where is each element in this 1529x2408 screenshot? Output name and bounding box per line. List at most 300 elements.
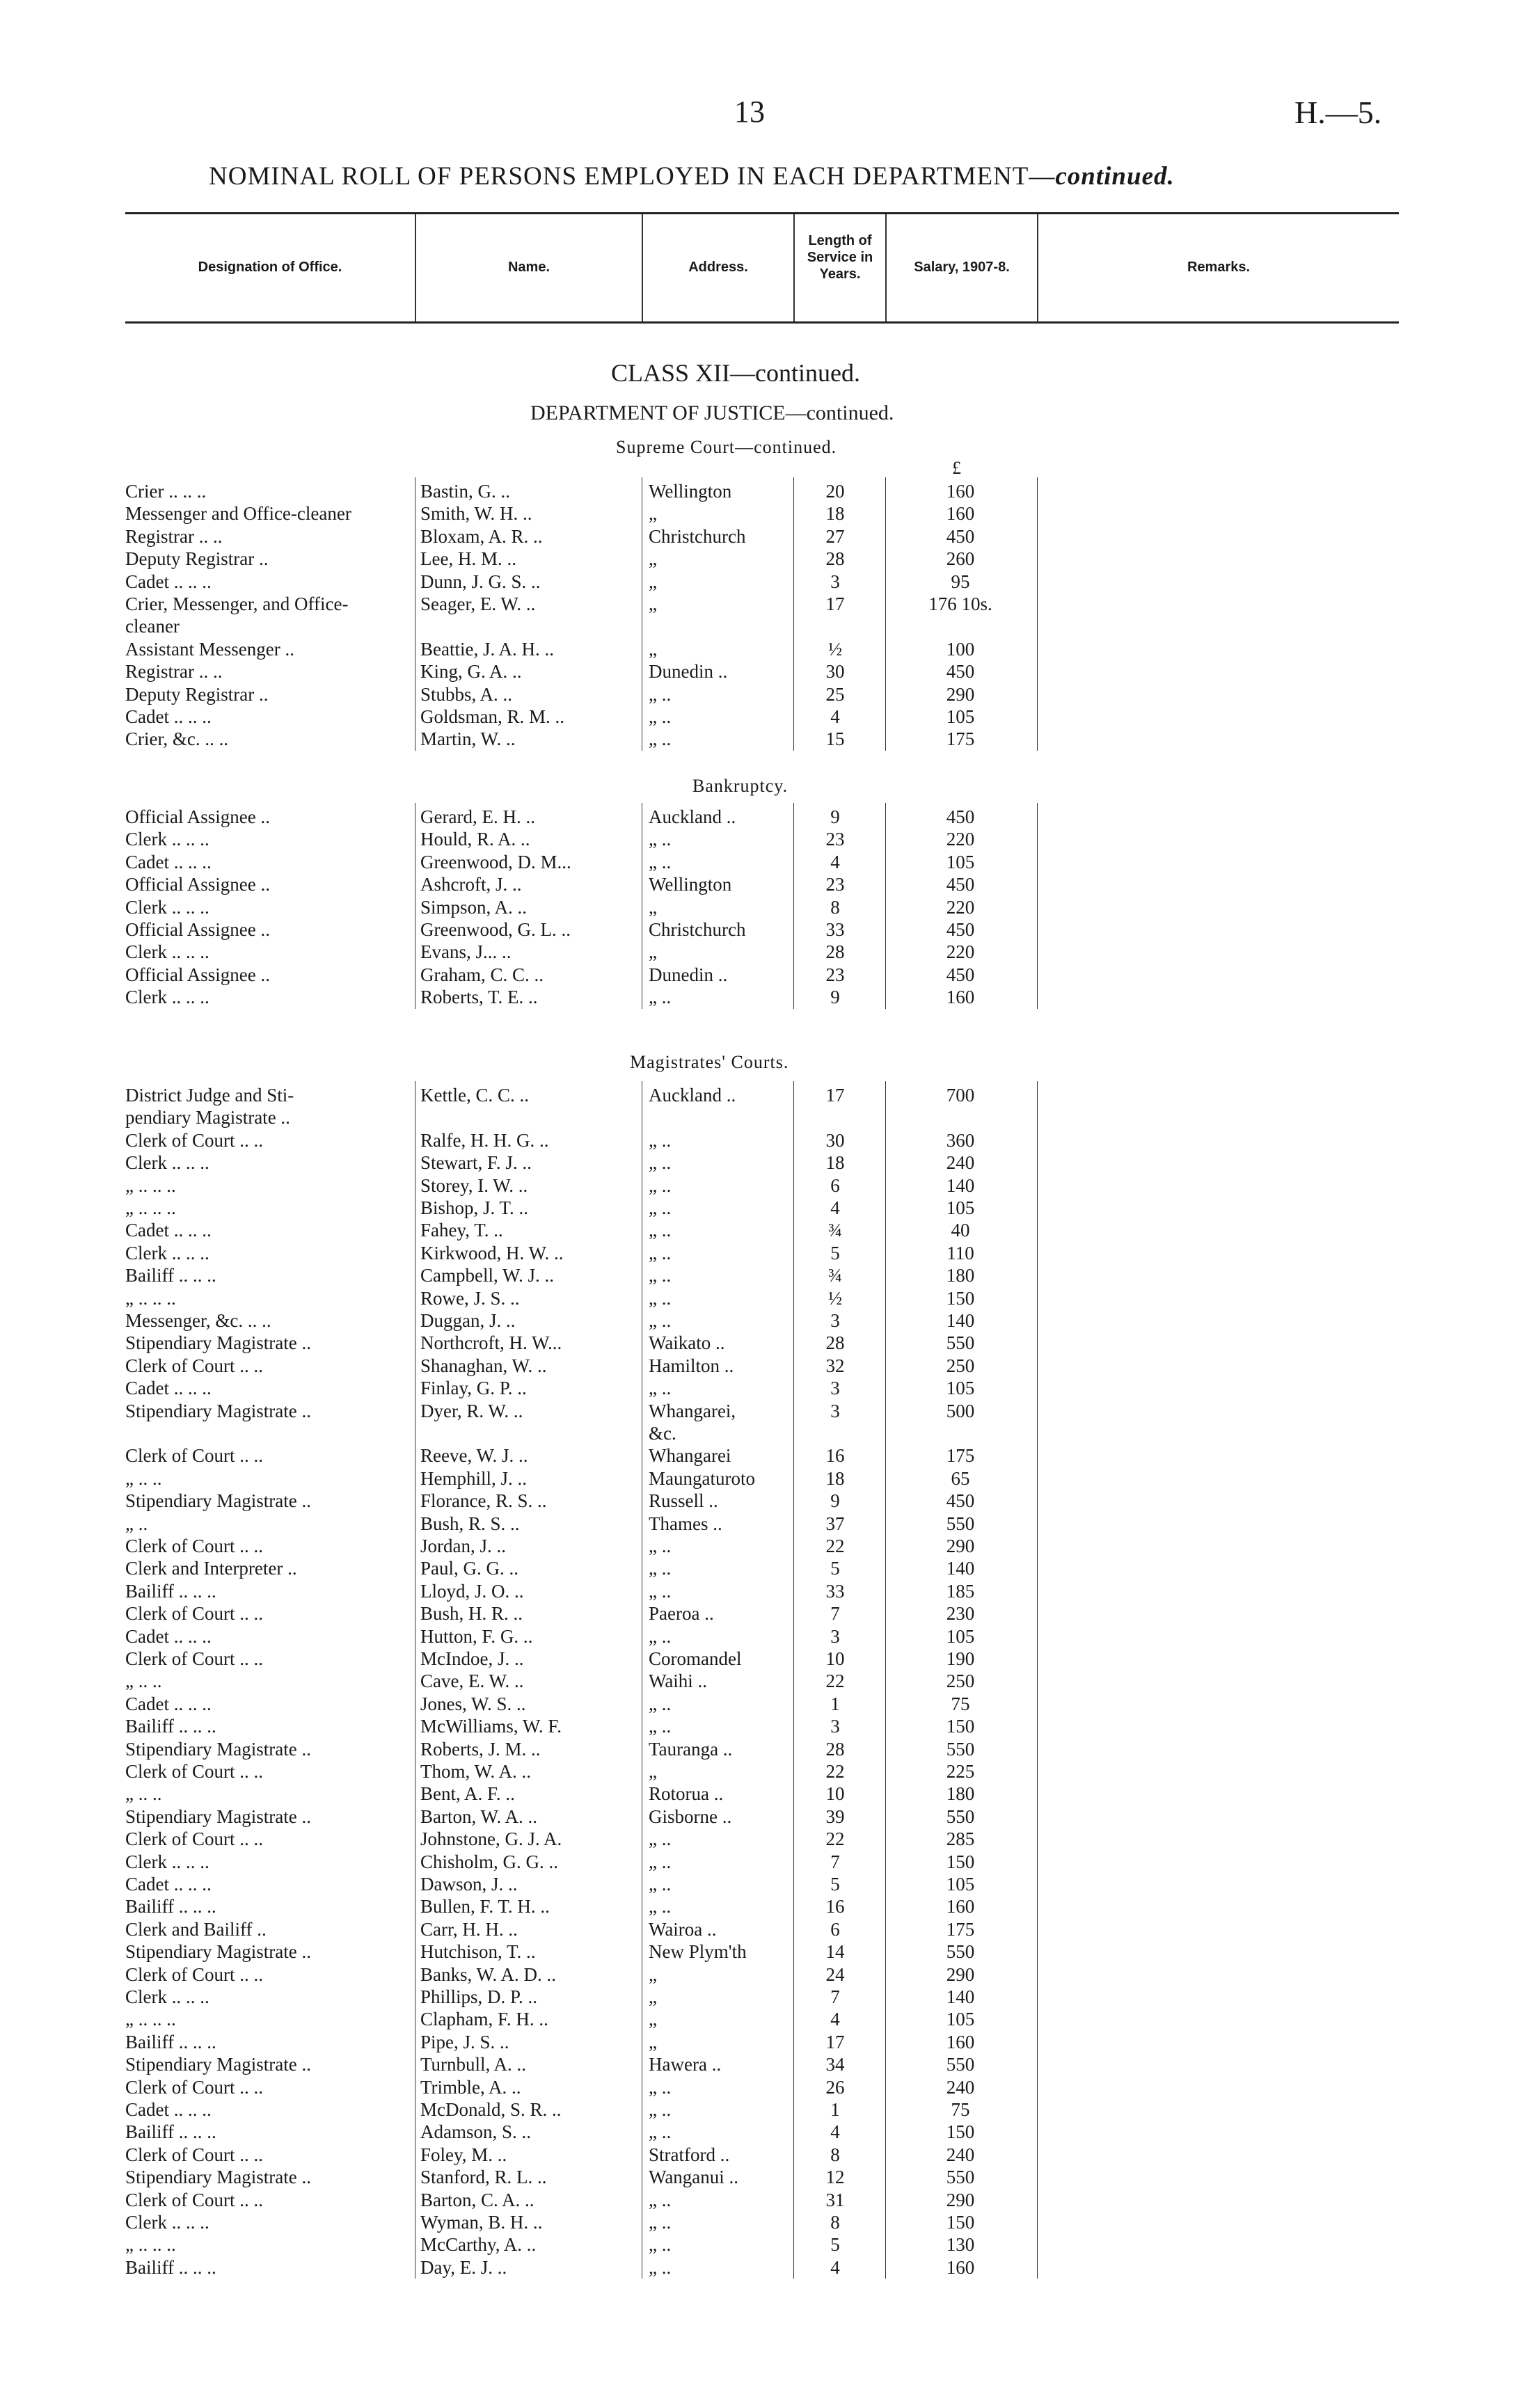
address-cell: Christchurch xyxy=(649,919,746,940)
address-cell: „ .. xyxy=(649,1874,672,1895)
name-cell: Stanford, R. L. .. xyxy=(420,2167,547,2188)
salary-cell: 220 xyxy=(946,829,975,850)
length-cell: 4 xyxy=(830,2121,840,2143)
address-cell: Wellington xyxy=(649,481,732,502)
name-cell: Dyer, R. W. .. xyxy=(420,1400,523,1421)
address-cell: „ .. xyxy=(649,1197,672,1218)
salary-cell: 105 xyxy=(946,1625,975,1647)
salary-cell: 500 xyxy=(946,1400,975,1421)
salary-cell: 160 xyxy=(946,2256,975,2278)
address-cell: „ xyxy=(649,896,657,918)
designation-cell: Registrar .. .. xyxy=(125,661,223,683)
header-length: Length of Service in Years. xyxy=(807,233,873,282)
table-row xyxy=(0,1557,1529,1579)
designation-cell: Clerk and Interpreter .. xyxy=(125,1558,297,1579)
name-cell: Bullen, F. T. H. .. xyxy=(420,1896,550,1917)
salary-cell: 250 xyxy=(946,1355,975,1376)
address-cell: Wellington xyxy=(649,874,732,895)
length-cell: 30 xyxy=(825,1129,845,1151)
designation-cell: Cadet .. .. .. xyxy=(125,1220,212,1241)
name-cell: Kettle, C. C. .. xyxy=(420,1085,529,1106)
salary-cell: 75 xyxy=(951,2099,970,2120)
address-cell: „ .. xyxy=(649,1310,672,1331)
department-heading: DEPARTMENT OF JUSTICE—continued. xyxy=(530,401,894,424)
salary-cell: 240 xyxy=(946,1152,975,1174)
designation-cell: Stipendiary Magistrate .. xyxy=(125,1490,311,1512)
designation-cell: Clerk of Court .. .. xyxy=(125,1648,263,1669)
address-cell: „ .. xyxy=(649,728,672,750)
header-salary: Salary, 1907-8. xyxy=(914,260,1010,275)
designation-cell: Assistant Messenger .. xyxy=(125,638,294,660)
address-cell: Dunedin .. xyxy=(649,964,728,985)
table-row xyxy=(0,571,1529,593)
table-row xyxy=(0,1287,1529,1309)
designation-cell: Bailiff .. .. .. xyxy=(125,2031,216,2052)
designation-cell: Crier .. .. .. xyxy=(125,481,207,502)
designation-cell: Cadet .. .. .. xyxy=(125,706,212,727)
address-cell: „ .. xyxy=(649,1580,672,1602)
table-row xyxy=(0,660,1529,683)
address-cell: „ xyxy=(649,503,657,525)
designation-cell: Clerk .. .. .. xyxy=(125,1242,209,1263)
salary-cell: 180 xyxy=(946,1265,975,1286)
length-cell: 34 xyxy=(825,2054,845,2075)
length-cell: 18 xyxy=(825,1467,845,1489)
designation-cell: Official Assignee .. xyxy=(125,919,270,940)
designation-cell: Crier, &c. .. .. xyxy=(125,728,229,750)
salary-cell: 700 xyxy=(946,1085,975,1106)
address-cell: Maungaturoto xyxy=(649,1467,755,1489)
salary-cell: 185 xyxy=(946,1580,975,1602)
name-cell: Florance, R. S. .. xyxy=(420,1490,547,1512)
designation-cell: „ .. .. xyxy=(125,1467,162,1489)
salary-cell: 105 xyxy=(946,1874,975,1895)
name-cell: Carr, H. H. .. xyxy=(420,1918,518,1940)
salary-cell: 150 xyxy=(946,1287,975,1309)
salary-cell: 160 xyxy=(946,2031,975,2052)
length-cell: 9 xyxy=(830,1490,840,1512)
designation-cell: Clerk of Court .. .. xyxy=(125,1963,263,1985)
table-row xyxy=(0,525,1529,548)
name-cell: Gerard, E. H. .. xyxy=(420,806,535,827)
length-cell: ½ xyxy=(827,638,843,660)
name-cell: Wyman, B. H. .. xyxy=(420,2212,543,2233)
name-cell: Greenwood, D. M... xyxy=(420,851,571,872)
address-cell: Gisborne .. xyxy=(649,1805,732,1827)
document-reference: H.—5. xyxy=(1294,95,1382,130)
table-row xyxy=(0,1963,1529,1986)
salary-cell: 550 xyxy=(946,2054,975,2075)
name-cell: Reeve, W. J. .. xyxy=(420,1445,528,1467)
table-row xyxy=(0,1422,1529,1444)
designation-cell: Cadet .. .. .. xyxy=(125,2099,212,2120)
designation-cell: Registrar .. .. xyxy=(125,525,223,547)
address-cell: „ .. xyxy=(649,1896,672,1917)
designation-cell: Cadet .. .. .. xyxy=(125,1625,212,1647)
table-row xyxy=(0,1738,1529,1760)
salary-cell: 175 xyxy=(946,1445,975,1467)
table-row xyxy=(0,1084,1529,1106)
length-cell: 16 xyxy=(825,1896,845,1917)
table-row xyxy=(0,1918,1529,1940)
address-cell: Whangarei, xyxy=(649,1400,736,1421)
table-row xyxy=(0,2076,1529,2098)
table-row xyxy=(0,548,1529,570)
length-cell: 7 xyxy=(830,1851,840,1872)
name-cell: Jones, W. S. .. xyxy=(420,1693,526,1714)
address-cell: „ xyxy=(649,1963,657,1985)
salary-cell: 260 xyxy=(946,548,975,570)
table-row xyxy=(0,1625,1529,1648)
salary-cell: 150 xyxy=(946,1851,975,1872)
designation-cell: Cadet .. .. .. xyxy=(125,1874,212,1895)
length-cell: 22 xyxy=(825,1828,845,1850)
name-cell: Day, E. J. .. xyxy=(420,2256,507,2278)
table-row xyxy=(0,1219,1529,1241)
designation-cell: Stipendiary Magistrate .. xyxy=(125,1805,311,1827)
table-row xyxy=(0,1197,1529,1219)
table-row xyxy=(0,851,1529,873)
length-cell: 17 xyxy=(825,2031,845,2052)
address-cell: „ .. xyxy=(649,2189,672,2210)
address-cell: „ .. xyxy=(649,829,672,850)
designation-cell: Clerk of Court .. .. xyxy=(125,1445,263,1467)
length-cell: 39 xyxy=(825,1805,845,1827)
length-cell: 5 xyxy=(830,1558,840,1579)
name-cell: Hemphill, J. .. xyxy=(420,1467,527,1489)
table-row xyxy=(0,1602,1529,1625)
length-cell: 28 xyxy=(825,1738,845,1760)
salary-cell: 450 xyxy=(946,806,975,827)
name-cell: Campbell, W. J. .. xyxy=(420,1265,555,1286)
address-cell: „ xyxy=(649,2009,657,2030)
table-row xyxy=(0,2098,1529,2121)
length-cell: 5 xyxy=(830,1874,840,1895)
length-cell: 4 xyxy=(830,2256,840,2278)
designation-cell: Cadet .. .. .. xyxy=(125,1378,212,1399)
designation-cell: Stipendiary Magistrate .. xyxy=(125,1332,311,1354)
section-heading: Supreme Court—continued. xyxy=(616,437,837,457)
length-cell: 10 xyxy=(825,1783,845,1805)
name-cell: Smith, W. H. .. xyxy=(420,503,532,525)
table-row xyxy=(0,2053,1529,2075)
designation-cell: Clerk of Court .. .. xyxy=(125,1355,263,1376)
name-cell: Rowe, J. S. .. xyxy=(420,1287,520,1309)
designation-cell: Deputy Registrar .. xyxy=(125,548,269,570)
designation-cell: Clerk .. .. .. xyxy=(125,1851,209,1872)
header-divider xyxy=(793,214,795,321)
length-cell: 24 xyxy=(825,1963,845,1985)
length-cell: 4 xyxy=(830,706,840,727)
name-cell: McDonald, S. R. .. xyxy=(420,2099,562,2120)
designation-cell: Bailiff .. .. .. xyxy=(125,2256,216,2278)
table-row xyxy=(0,1151,1529,1174)
address-cell: „ xyxy=(649,571,657,592)
address-cell: Christchurch xyxy=(649,525,746,547)
salary-cell: 105 xyxy=(946,851,975,872)
class-heading: CLASS XII—continued. xyxy=(611,359,860,387)
table-row xyxy=(0,941,1529,963)
table-row xyxy=(0,918,1529,941)
salary-cell: 140 xyxy=(946,1986,975,2007)
table-row xyxy=(0,1851,1529,1873)
designation-cell: „ .. .. xyxy=(125,1671,162,1692)
table-row xyxy=(0,615,1529,637)
designation-cell: Official Assignee .. xyxy=(125,874,270,895)
name-cell: Evans, J... .. xyxy=(420,941,512,963)
salary-cell: 160 xyxy=(946,503,975,525)
length-cell: 7 xyxy=(830,1986,840,2007)
salary-cell: 176 10s. xyxy=(928,593,992,614)
address-cell: Dunedin .. xyxy=(649,661,728,683)
name-cell: Lee, H. M. .. xyxy=(420,548,516,570)
length-cell: 27 xyxy=(825,525,845,547)
address-cell: „ .. xyxy=(649,1129,672,1151)
name-cell: Finlay, G. P. .. xyxy=(420,1378,527,1399)
section-heading: Bankruptcy. xyxy=(692,776,789,796)
length-cell: 32 xyxy=(825,1355,845,1376)
table-row xyxy=(0,1895,1529,1917)
designation-cell: Clerk of Court .. .. xyxy=(125,2076,263,2098)
length-cell: 3 xyxy=(830,1716,840,1737)
address-cell: „ .. xyxy=(649,1716,672,1737)
salary-cell: 225 xyxy=(946,1761,975,1782)
address-cell: „ .. xyxy=(649,1220,672,1241)
table-row xyxy=(0,1467,1529,1490)
length-cell: 28 xyxy=(825,941,845,963)
length-cell: 8 xyxy=(830,2212,840,2233)
salary-cell: 110 xyxy=(946,1242,974,1263)
name-cell: Stewart, F. J. .. xyxy=(420,1152,532,1174)
table-row xyxy=(0,1940,1529,1963)
name-cell: Barton, W. A. .. xyxy=(420,1805,538,1827)
salary-cell: 105 xyxy=(946,2009,975,2030)
address-cell: „ .. xyxy=(649,1828,672,1850)
address-cell: &c. xyxy=(649,1423,676,1444)
name-cell: Northcroft, H. W... xyxy=(420,1332,562,1354)
address-cell: „ .. xyxy=(649,1558,672,1579)
salary-cell: 450 xyxy=(946,525,975,547)
salary-cell: 140 xyxy=(946,1310,975,1331)
table-row xyxy=(0,2031,1529,2053)
salary-cell: 220 xyxy=(946,896,975,918)
name-cell: Bush, R. S. .. xyxy=(420,1513,520,1534)
salary-cell: 550 xyxy=(946,2167,975,2188)
salary-cell: 240 xyxy=(946,2076,975,2098)
salary-cell: 75 xyxy=(951,1693,970,1714)
table-row xyxy=(0,1648,1529,1670)
designation-cell: Stipendiary Magistrate .. xyxy=(125,1400,311,1421)
designation-cell: Clerk .. .. .. xyxy=(125,896,209,918)
address-cell: „ .. xyxy=(649,1693,672,1714)
salary-cell: 290 xyxy=(946,1536,975,1556)
salary-cell: 285 xyxy=(946,1828,975,1850)
name-cell: McWilliams, W. F. xyxy=(420,1716,562,1737)
name-cell: Graham, C. C. .. xyxy=(420,964,544,985)
salary-cell: 105 xyxy=(946,1197,975,1218)
designation-cell: Stipendiary Magistrate .. xyxy=(125,1738,311,1760)
salary-cell: 160 xyxy=(946,1896,975,1917)
address-cell: Auckland .. xyxy=(649,1085,736,1106)
designation-cell: Bailiff .. .. .. xyxy=(125,1896,216,1917)
address-cell: Waihi .. xyxy=(649,1671,708,1692)
name-cell: Stubbs, A. .. xyxy=(420,683,513,705)
salary-cell: 190 xyxy=(946,1648,975,1669)
title-continued: continued. xyxy=(1055,162,1175,191)
address-cell: „ .. xyxy=(649,683,672,705)
salary-cell: 250 xyxy=(946,1671,975,1692)
table-row xyxy=(0,480,1529,502)
length-cell: 5 xyxy=(830,1242,840,1263)
table-row xyxy=(0,1129,1529,1151)
table-row xyxy=(0,728,1529,750)
address-cell: „ .. xyxy=(649,1851,672,1872)
designation-cell: Official Assignee .. xyxy=(125,806,270,827)
salary-cell: 290 xyxy=(946,2189,975,2210)
length-cell: 3 xyxy=(830,1310,840,1331)
salary-cell: 450 xyxy=(946,1490,975,1512)
table-row xyxy=(0,1513,1529,1535)
table-row xyxy=(0,502,1529,525)
salary-cell: 175 xyxy=(946,728,975,750)
length-cell: ½ xyxy=(827,1287,843,1309)
length-cell: 9 xyxy=(830,806,840,827)
address-cell: Paeroa .. xyxy=(649,1603,714,1625)
salary-cell: 290 xyxy=(946,683,975,705)
header-top-rule xyxy=(125,212,1399,214)
salary-cell: 230 xyxy=(946,1603,975,1625)
table-row xyxy=(0,705,1529,728)
salary-cell: 450 xyxy=(946,964,975,985)
address-cell: „ .. xyxy=(649,851,672,872)
address-cell: „ .. xyxy=(649,2121,672,2143)
address-cell: Wairoa .. xyxy=(649,1918,717,1940)
section-heading: Magistrates' Courts. xyxy=(630,1052,789,1072)
address-cell: „ .. xyxy=(649,987,672,1008)
name-cell: Hould, R. A. .. xyxy=(420,829,530,850)
address-cell: „ .. xyxy=(649,706,672,727)
table-row xyxy=(0,1106,1529,1129)
name-cell: Storey, I. W. .. xyxy=(420,1174,528,1196)
length-cell: 18 xyxy=(825,503,845,525)
address-cell: Russell .. xyxy=(649,1490,718,1512)
table-row xyxy=(0,1670,1529,1692)
designation-cell: Bailiff .. .. .. xyxy=(125,2121,216,2143)
salary-cell: 40 xyxy=(951,1220,970,1241)
name-cell: Shanaghan, W. .. xyxy=(420,1355,547,1376)
name-cell: Cave, E. W. .. xyxy=(420,1671,524,1692)
address-cell: „ .. xyxy=(649,2099,672,2120)
table-row xyxy=(0,1444,1529,1467)
length-cell: 3 xyxy=(830,1378,840,1399)
address-cell: „ .. xyxy=(649,1287,672,1309)
table-row xyxy=(0,2121,1529,2143)
table-row xyxy=(0,1760,1529,1783)
address-cell: „ xyxy=(649,1986,657,2007)
length-cell: 3 xyxy=(830,1625,840,1647)
designation-cell: „ .. xyxy=(125,1513,148,1534)
address-cell: Whangarei xyxy=(649,1445,731,1467)
table-row xyxy=(0,964,1529,986)
length-cell: 8 xyxy=(830,2144,840,2165)
address-cell: „ xyxy=(649,1761,657,1782)
address-cell: Rotorua .. xyxy=(649,1783,724,1805)
table-row xyxy=(0,896,1529,918)
name-cell: Banks, W. A. D. .. xyxy=(420,1963,557,1985)
name-cell: Goldsman, R. M. .. xyxy=(420,706,565,727)
salary-cell: 100 xyxy=(946,638,975,660)
length-cell: ¾ xyxy=(827,1220,843,1241)
length-cell: 3 xyxy=(830,571,840,592)
address-cell: „ .. xyxy=(649,1152,672,1174)
name-cell: Barton, C. A. .. xyxy=(420,2189,534,2210)
name-cell: Adamson, S. .. xyxy=(420,2121,532,2143)
table-row xyxy=(0,1828,1529,1850)
designation-cell: Bailiff .. .. .. xyxy=(125,1580,216,1602)
table-row xyxy=(0,1309,1529,1332)
name-cell: Ralfe, H. H. G. .. xyxy=(420,1129,549,1151)
length-cell: 25 xyxy=(825,683,845,705)
table-row xyxy=(0,1490,1529,1512)
address-cell: Hamilton .. xyxy=(649,1355,734,1376)
salary-cell: 160 xyxy=(946,481,975,502)
address-cell: „ .. xyxy=(649,2234,672,2256)
salary-cell: 65 xyxy=(951,1467,970,1489)
designation-cell: Clerk of Court .. .. xyxy=(125,1761,263,1782)
table-row xyxy=(0,1242,1529,1264)
designation-cell: Clerk .. .. .. xyxy=(125,1986,209,2007)
length-cell: 31 xyxy=(825,2189,845,2210)
length-cell: 33 xyxy=(825,1580,845,1602)
salary-cell: 450 xyxy=(946,919,975,940)
name-cell: Chisholm, G. G. .. xyxy=(420,1851,559,1872)
salary-cell: 150 xyxy=(946,2121,975,2143)
length-cell: 22 xyxy=(825,1671,845,1692)
length-cell: 23 xyxy=(825,964,845,985)
table-row xyxy=(0,2144,1529,2166)
salary-cell: 240 xyxy=(946,2144,975,2165)
table-row xyxy=(0,1986,1529,2008)
length-cell: 6 xyxy=(830,1918,840,1940)
designation-cell: Clerk .. .. .. xyxy=(125,2212,209,2233)
length-cell: 28 xyxy=(825,548,845,570)
length-cell: 8 xyxy=(830,896,840,918)
length-cell: 1 xyxy=(830,1693,840,1714)
name-cell: Hutton, F. G. .. xyxy=(420,1625,533,1647)
length-cell: 6 xyxy=(830,1174,840,1196)
table-row xyxy=(0,2189,1529,2211)
name-cell: Simpson, A. .. xyxy=(420,896,528,918)
name-cell: Roberts, T. E. .. xyxy=(420,987,538,1008)
header-address: Address. xyxy=(688,260,748,275)
name-cell: Turnbull, A. .. xyxy=(420,2054,527,2075)
length-cell: 7 xyxy=(830,1603,840,1625)
address-cell: Wanganui .. xyxy=(649,2167,739,2188)
length-cell: 14 xyxy=(825,1941,845,1963)
table-row xyxy=(0,2256,1529,2279)
name-cell: Kirkwood, H. W. .. xyxy=(420,1242,564,1263)
length-cell: 17 xyxy=(825,593,845,614)
salary-cell: 220 xyxy=(946,941,975,963)
length-cell: 23 xyxy=(825,829,845,850)
page-number: 13 xyxy=(734,95,765,129)
address-cell: „ xyxy=(649,593,657,614)
designation-cell: Clerk .. .. .. xyxy=(125,829,209,850)
length-cell: 17 xyxy=(825,1085,845,1106)
address-cell: Tauranga .. xyxy=(649,1738,733,1760)
length-cell: 33 xyxy=(825,919,845,940)
table-row xyxy=(0,2008,1529,2030)
